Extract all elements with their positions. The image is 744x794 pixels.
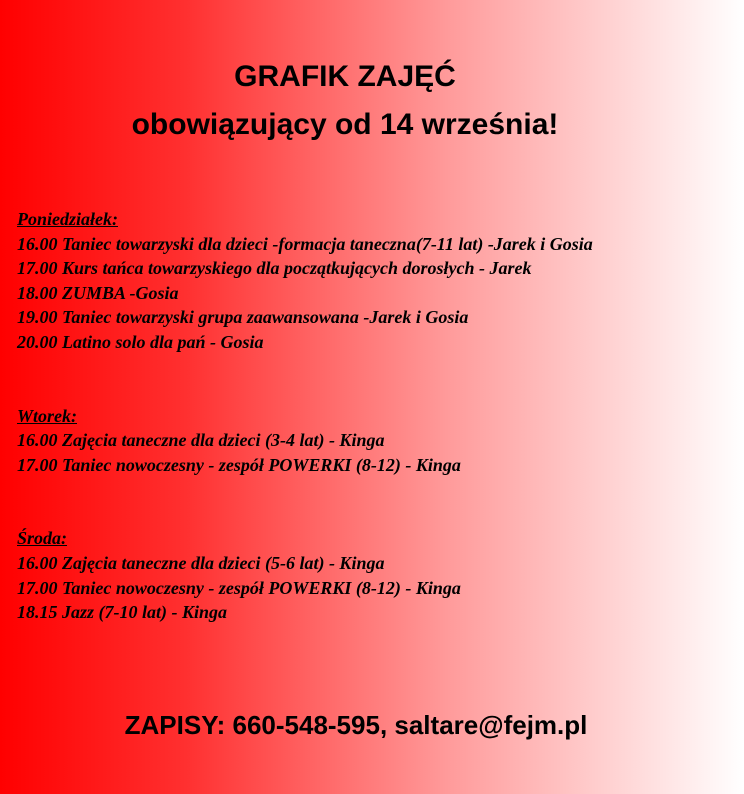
day-block-tuesday: [17, 404, 737, 478]
schedule-entry: 16.00 Zajęcia taneczne dla dzieci (3-4 lat) - Kinga: [17, 430, 385, 451]
schedule: [17, 207, 737, 625]
day-block-monday: [17, 207, 737, 355]
schedule-entry: 18.15 Jazz (7-10 lat) - Kinga: [17, 602, 228, 623]
contact-footer: ZAPISY: 660-548-595, saltare@fejm.pl: [124, 710, 588, 740]
day-label-tuesday: Wtorek:: [17, 405, 77, 426]
page-title: GRAFIK ZAJĘĆ: [234, 60, 456, 93]
schedule-entry: 16.00 Taniec towarzyski dla dzieci -formacja taneczna(7-11 lat) -Jarek i Gosia: [17, 233, 593, 254]
schedule-entry: 16.00 Zajęcia taneczne dla dzieci (5-6 lat) - Kinga: [17, 552, 385, 573]
schedule-entry: 18.00 ZUMBA -Gosia: [17, 282, 179, 303]
day-block-wednesday: [17, 526, 737, 624]
schedule-entry: 17.00 Kurs tańca towarzyskiego dla początkujących dorosłych - Jarek: [17, 258, 532, 279]
schedule-entry: 20.00 Latino solo dla pań - Gosia: [17, 331, 264, 352]
page-subtitle: obowiązujący od 14 września!: [131, 108, 559, 141]
schedule-entry: 17.00 Taniec nowoczesny - zespół POWERKI (8-12) - Kinga: [17, 577, 461, 598]
day-label-wednesday: Środa:: [17, 528, 68, 549]
schedule-entry: 19.00 Taniec towarzyski grupa zaawansowana -Jarek i Gosia: [17, 307, 469, 328]
schedule-entry: 17.00 Taniec nowoczesny - zespół POWERKI (8-12) - Kinga: [17, 454, 461, 475]
day-label-monday: Poniedziałek:: [17, 209, 118, 229]
